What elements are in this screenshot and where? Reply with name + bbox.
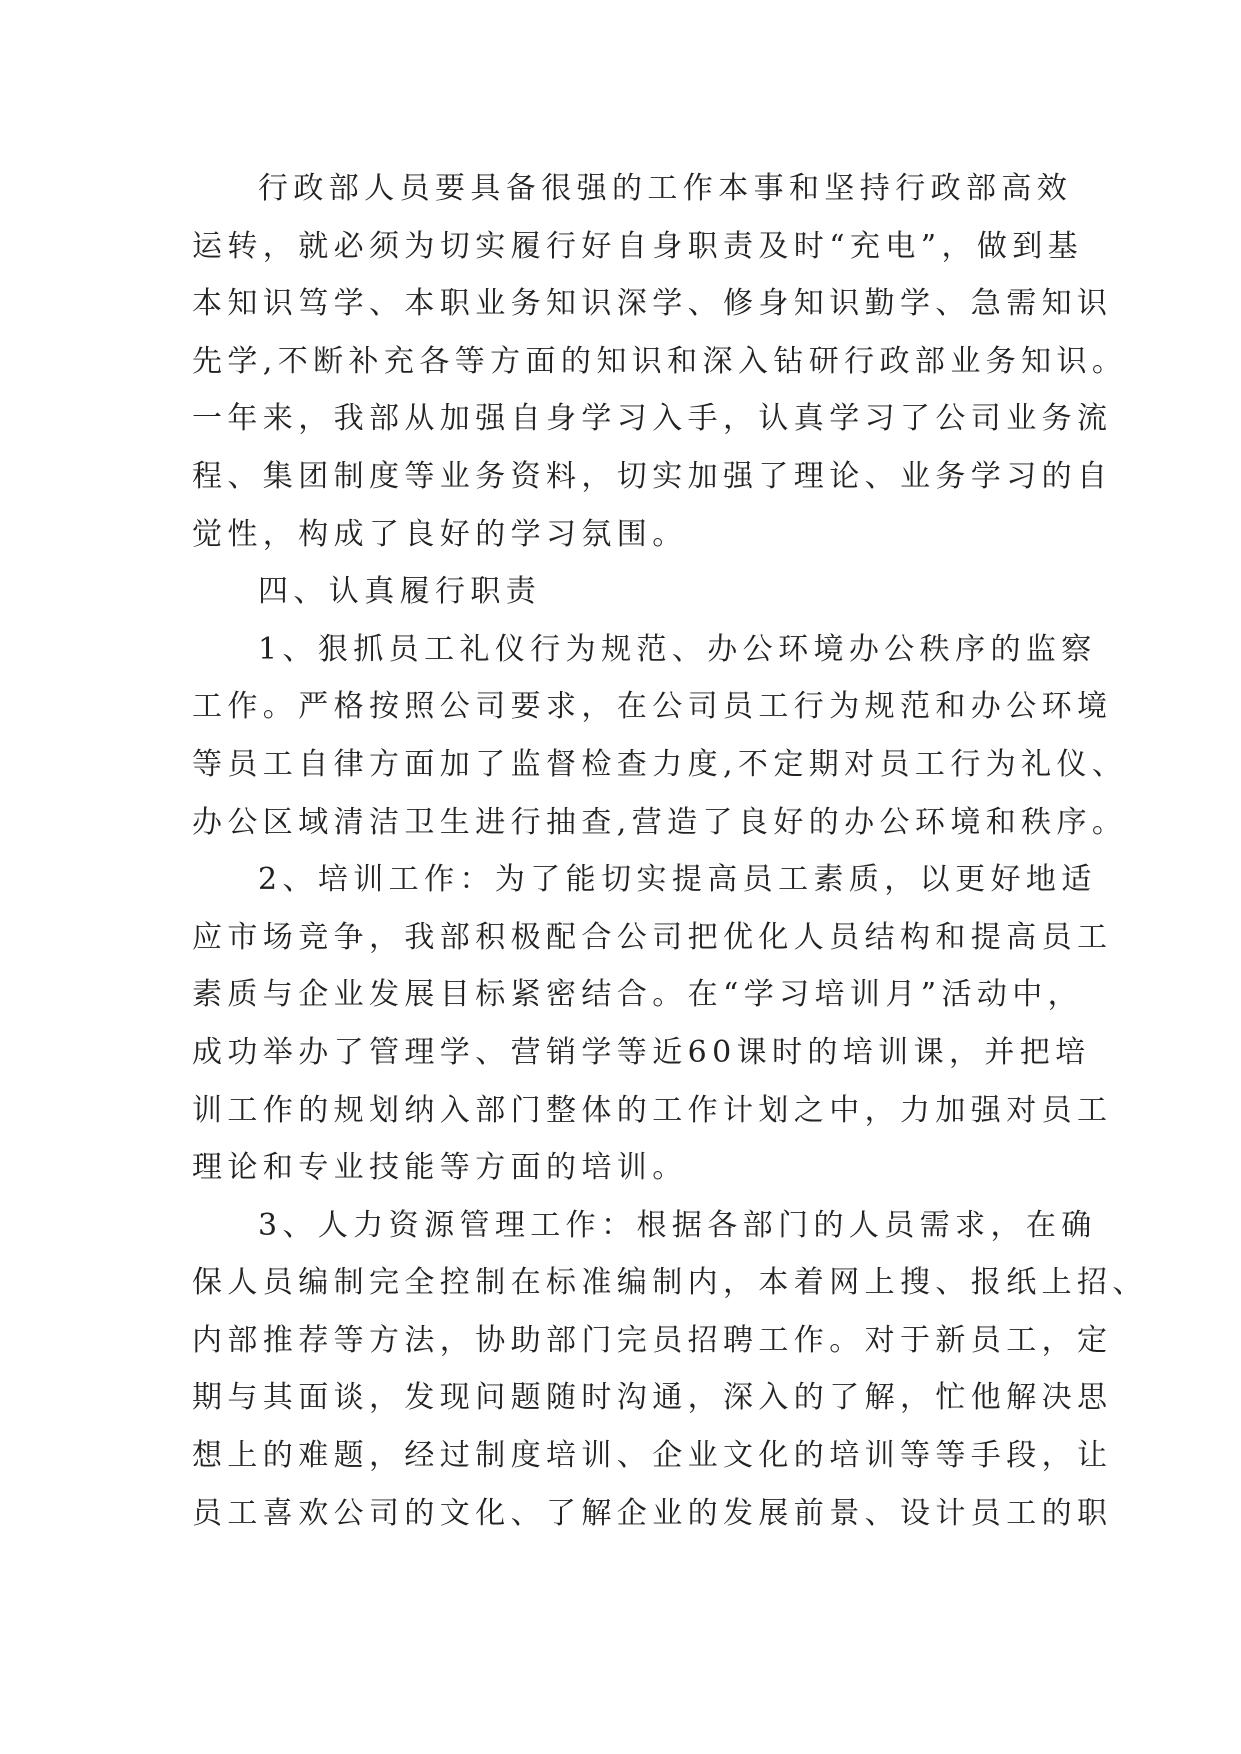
text-line: 四、认真履行职责 xyxy=(258,574,542,610)
text-line: 3、人力资源管理工作：根据各部门的人员需求，在确 xyxy=(258,1207,1097,1243)
text-line: 先学,不断补充各等方面的知识和深入钻研行政部业务知识。 xyxy=(192,343,1128,379)
text-line: 内部推荐等方法，协助部门完员招聘工作。对于新员工，定 xyxy=(192,1322,1113,1358)
text-line: 2、培训工作：为了能切实提高员工素质，以更好地适 xyxy=(258,862,1097,898)
text-line: 1、狠抓员工礼仪行为规范、办公环境办公秩序的监察 xyxy=(258,631,1097,667)
text-line: 应市场竞争，我部积极配合公司把优化人员结构和提高员工 xyxy=(192,919,1113,955)
text-line: 想上的难题，经过制度培训、企业文化的培训等等手段，让 xyxy=(192,1438,1113,1474)
text-line: 成功举办了管理学、营销学等近60课时的培训课，并把培 xyxy=(192,1034,1091,1070)
text-line: 行政部人员要具备很强的工作本事和坚持行政部高效 xyxy=(258,171,1073,206)
text-line: 期与其面谈，发现问题随时沟通，深入的了解，忙他解决思 xyxy=(192,1380,1113,1416)
text-line: 理论和专业技能等方面的培训。 xyxy=(192,1150,688,1186)
text-line: 运转，就必须为切实履行好自身职责及时“充电”，做到基 xyxy=(192,228,1084,264)
body-text xyxy=(192,160,1148,1542)
text-line: 保人员编制完全控制在标准编制内，本着网上搜、报纸上招、 xyxy=(192,1265,1148,1301)
text-line: 训工作的规划纳入部门整体的工作计划之中，力加强对员工 xyxy=(192,1092,1113,1128)
text-line: 本知识笃学、本职业务知识深学、修身知识勤学、急需知识 xyxy=(192,286,1113,322)
text-line: 一年来，我部从加强自身学习入手，认真学习了公司业务流 xyxy=(192,401,1113,437)
text-line: 素质与企业发展目标紧密结合。在“学习培训月”活动中， xyxy=(192,977,1084,1013)
text-line: 员工喜欢公司的文化、了解企业的发展前景、设计员工的职 xyxy=(192,1495,1113,1531)
text-line: 工作。严格按照公司要求，在公司员工行为规范和办公环境 xyxy=(192,689,1113,725)
text-line: 等员工自律方面加了监督检查力度,不定期对员工行为礼仪、 xyxy=(192,746,1128,782)
text-line: 觉性，构成了良好的学习氛围。 xyxy=(192,516,688,552)
text-line: 程、集团制度等业务资料，切实加强了理论、业务学习的自 xyxy=(192,458,1113,494)
text-line: 办公区域清洁卫生进行抽查,营造了良好的办公环境和秩序。 xyxy=(192,804,1128,840)
